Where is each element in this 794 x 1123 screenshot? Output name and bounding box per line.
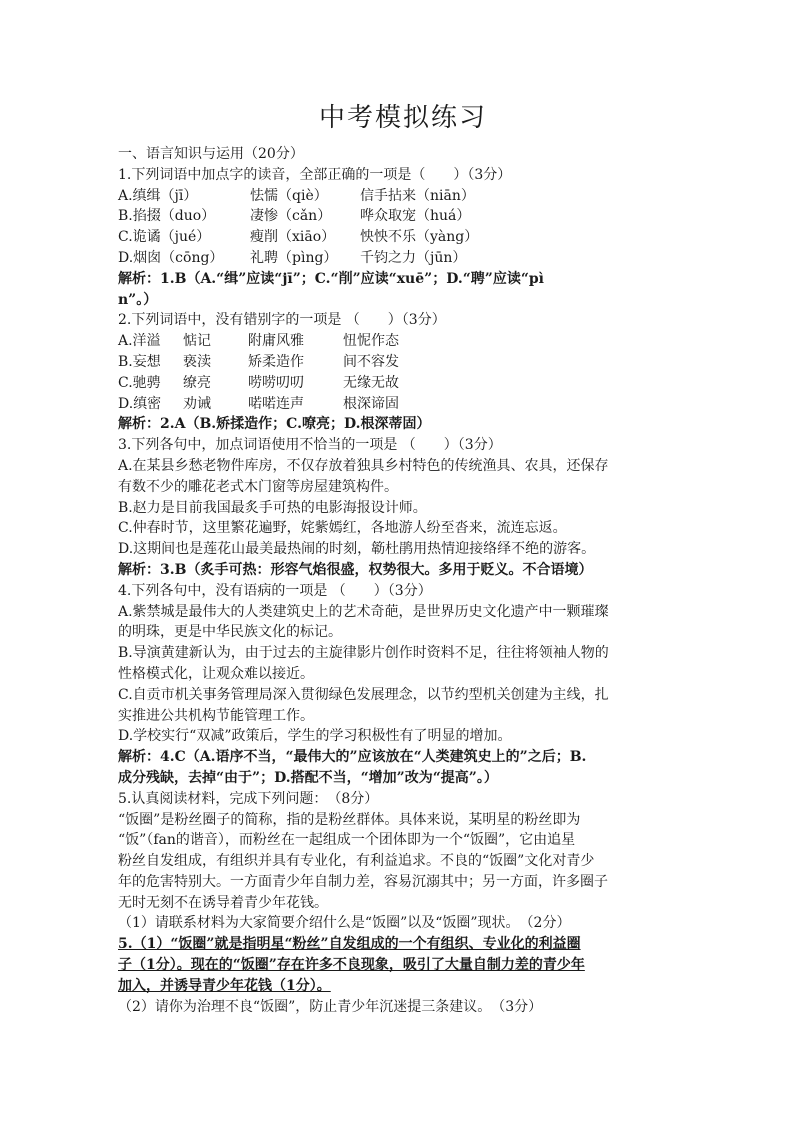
question-3-option-a-cont: 有数不少的雕花老式木门窗等房屋建筑构件。 (118, 478, 398, 495)
question-4-answer: 解析：4.C（A.语序不当，“最伟大的”应该放在“人类建筑史上的”之后；B. (118, 749, 587, 766)
question-5-sub-1: （1）请联系材料为大家简要介绍什么是“饭圈”以及“饭圈”现状。 （2分） (118, 915, 571, 932)
option-word: 附庸风雅 (248, 333, 304, 350)
question-3-option-a: A.在某县乡愁老物件库房，不仅存放着独具乡村特色的传统渔具、农具，还保存 (118, 457, 609, 474)
question-2-option-c (118, 373, 688, 394)
option-word: 瘦削（xiāo） (250, 229, 336, 246)
option-word: D.缜密 (118, 395, 162, 412)
option-word: 缭亮 (183, 374, 211, 391)
option-word: 怏怏不乐（yàng） (360, 229, 479, 246)
question-1-option-b (118, 206, 688, 227)
option-word: 惦记 (183, 333, 211, 350)
question-4-stem: 4.下列各句中，没有语病的一项是 （ ）（3分） (118, 582, 432, 599)
option-word: 间不容发 (343, 353, 399, 370)
question-3-stem: 3.下列各句中，加点词语使用不恰当的一项是 （ ）（3分） (118, 437, 502, 454)
option-word: C.驰骋 (118, 374, 161, 391)
option-word: 凄惨（cǎn） (250, 208, 332, 225)
question-2-option-a (118, 331, 688, 352)
option-word: 劝诫 (183, 395, 211, 412)
reading-material-line: “饭圈”是粉丝圈子的简称，指的是粉丝群体。具体来说，某明星的粉丝即为 (118, 811, 581, 828)
question-1-option-d (118, 248, 688, 269)
question-4-option-c: C.自贡市机关事务管理局深入贯彻绿色发展理念，以节约型机关创建为主线，扎 (118, 686, 609, 703)
option-word: A.洋溢 (118, 333, 161, 350)
option-word: 礼聘（pìng） (250, 249, 338, 266)
question-4-option-d: D.学校实行“双减”政策后，学生的学习积极性有了明显的增加。 (118, 728, 512, 745)
question-5-stem: 5.认真阅读材料，完成下列问题： （8分） (118, 790, 379, 807)
question-5-answer-1: 5.（1）“饭圈”就是指明星“粉丝”自发组成的一个有组织、专业化的利益圈 (118, 936, 581, 953)
question-2-stem: 2.下列词语中，没有错别字的一项是 （ ）（3分） (118, 312, 446, 329)
option-word: D.烟囱（cōng） (118, 249, 224, 266)
question-4-option-c-cont: 实推进公共机构节能管理工作。 (118, 707, 314, 724)
option-word: 忸怩作态 (343, 333, 399, 350)
question-4-option-b-cont: 性格模式化，让观众难以接近。 (118, 665, 314, 682)
question-5-answer-1-end: 加入，并诱导青少年花钱（1分）。 (118, 977, 331, 994)
option-word: 无缘无故 (343, 374, 399, 391)
reading-material-line: 无时无刻不在诱导着青少年花钱。 (118, 894, 328, 911)
reading-material-line: “饭”（fan的谐音），而粉丝在一起组成一个团体即为一个“饭圈”，它由追星 (118, 832, 576, 849)
option-word: 信手拈来（niān） (360, 187, 475, 204)
exam-page (118, 100, 688, 1017)
question-1-stem: 1.下列词语中加点字的读音，全部正确的一项是（ ）（3分） (118, 166, 512, 183)
question-2-option-b (118, 352, 688, 373)
option-word: A.缜缉（jī） (118, 187, 198, 204)
option-word: C.诡谲（jué） (118, 229, 211, 246)
option-word: 怯懦（qiè） (250, 187, 328, 204)
question-1-answer-cont: n”。） (118, 291, 158, 308)
section-heading: 一、语言知识与运用（20分） (118, 146, 304, 162)
question-1-answer: 解析：1.B（A.“缉”应读“jī”；C.“削”应读“xuē”；D.“聘”应读“pì (118, 270, 544, 287)
page-title: 中考模拟练习 (318, 103, 487, 133)
question-1-option-a (118, 186, 688, 207)
option-word: 唠唠叨叨 (248, 374, 304, 391)
reading-material-line: 粉丝自发组成，有组织并具有专业化，有利益追求。不良的“饭圈”文化对青少 (118, 853, 595, 870)
question-2-answer: 解析：2.A（B.矫揉造作；C.嘹亮；D.根深蒂固） (118, 416, 431, 433)
question-1-option-c (118, 227, 688, 248)
option-word: 喏喏连声 (248, 395, 304, 412)
reading-material-line: 年的危害特别大。一方面青少年自制力差，容易沉溺其中；另一方面，许多圈子 (118, 873, 608, 890)
option-word: 矫柔造作 (248, 353, 304, 370)
question-4-answer-cont: 成分残缺，去掉“由于”；D.搭配不当，“增加”改为“提高”。） (118, 769, 498, 786)
option-word: B.掐掇（duo） (118, 208, 216, 225)
question-4-option-a: A.紫禁城是最伟大的人类建筑史上的艺术奇葩，是世界历史文化遗产中一颗璀璨 (118, 603, 609, 620)
option-word: 根深谛固 (343, 395, 399, 412)
question-3-option-d: D.这期间也是莲花山最美最热闹的时刻，簕杜鹃用热情迎接络绎不绝的游客。 (118, 541, 596, 558)
question-4-option-b: B.导演黄建新认为，由于过去的主旋律影片创作时资料不足，往往将领袖人物的 (118, 645, 609, 662)
option-word: B.妄想 (118, 353, 161, 370)
question-5-sub-2: （2）请你为治理不良“饭圈”，防止青少年沉迷提三条建议。 （3分） (118, 998, 543, 1015)
question-3-option-c: C.仲春时节，这里繁花遍野，姹紫嫣红，各地游人纷至沓来，流连忘返。 (118, 520, 567, 537)
question-5-answer-1-cont: 子（1分）。现在的“饭圈”存在许多不良现象，吸引了大量自制力差的青少年 (118, 957, 585, 974)
question-3-option-b: B.赵力是目前我国最炙手可热的电影海报设计师。 (118, 499, 427, 516)
option-word: 哗众取宠（huá） (360, 208, 471, 225)
question-2-option-d (118, 394, 688, 415)
question-4-option-a-cont: 的明珠，更是中华民族文化的标记。 (118, 624, 342, 641)
question-3-answer: 解析：3.B（炙手可热：形容气焰很盛，权势很大。多用于贬义。不合语境） (118, 561, 593, 578)
option-word: 亵渎 (183, 353, 211, 370)
option-word: 千钧之力（jūn） (360, 249, 467, 266)
